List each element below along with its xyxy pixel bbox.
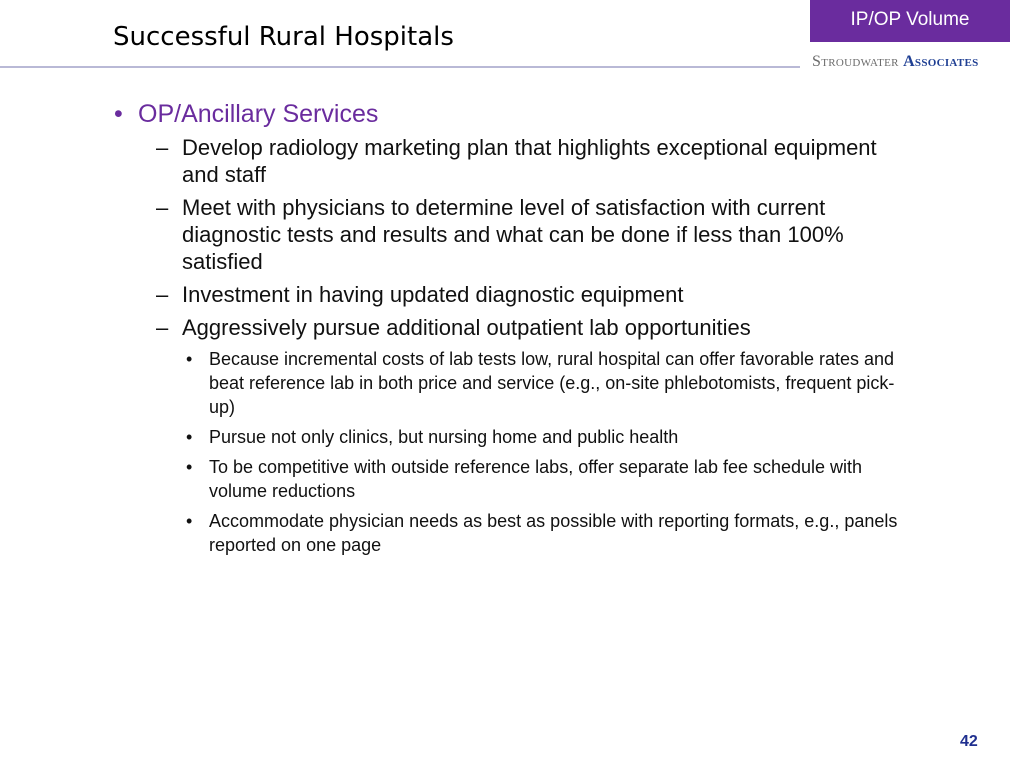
dash-mark: – <box>156 315 169 340</box>
nested-bullet <box>182 455 909 503</box>
bullet-mark: • <box>186 457 193 477</box>
nested-bullet <box>182 509 909 557</box>
dash-mark: – <box>156 282 169 307</box>
nested-bullet-text: To be competitive with outside reference labs, offer separate lab fee schedule with volume reductions <box>209 457 863 501</box>
header-divider <box>0 66 800 68</box>
main-bullet <box>112 98 932 130</box>
nested-bullet-text: Because incremental costs of lab tests low, rural hospital can offer favorable rates and beat reference lab in both price and service (e.g., on-site phlebotomists, frequent pick-up) <box>209 349 895 417</box>
bullet-mark: • <box>114 100 123 128</box>
sub-bullet <box>156 194 882 275</box>
sub-bullet <box>156 281 882 308</box>
nested-bullet-text: Accommodate physician needs as best as possible with reporting formats, e.g., panels reported on one page <box>209 511 898 555</box>
logo-text-primary: Stroudwater <box>812 53 899 70</box>
nested-bullet-text: Pursue not only clinics, but nursing home and public health <box>209 427 679 447</box>
sub-bullet <box>156 314 882 341</box>
page-number: 42 <box>960 733 978 750</box>
slide-body <box>112 98 932 563</box>
slide-title: Successful Rural Hospitals <box>113 22 454 52</box>
sub-bullet <box>156 134 882 188</box>
section-tag: IP/OP Volume <box>810 0 1010 42</box>
bullet-mark: • <box>186 427 193 447</box>
dash-mark: – <box>156 135 169 160</box>
sub-bullet-text: Aggressively pursue additional outpatient lab opportunities <box>182 315 751 340</box>
nested-bullet <box>182 425 909 449</box>
sub-bullet-text: Meet with physicians to determine level of satisfaction with current diagnostic tests and results and what can be done if less than 100% satisfied <box>182 195 844 274</box>
main-bullet-text: OP/Ancillary Services <box>138 100 379 128</box>
dash-mark: – <box>156 195 169 220</box>
nested-bullet <box>182 347 909 419</box>
bullet-mark: • <box>186 511 193 531</box>
bullet-mark: • <box>186 349 193 369</box>
logo-text-secondary: Associates <box>903 53 979 70</box>
company-logo <box>812 53 979 71</box>
sub-bullet-text: Develop radiology marketing plan that highlights exceptional equipment and staff <box>182 135 877 187</box>
sub-bullet-text: Investment in having updated diagnostic equipment <box>182 282 684 307</box>
